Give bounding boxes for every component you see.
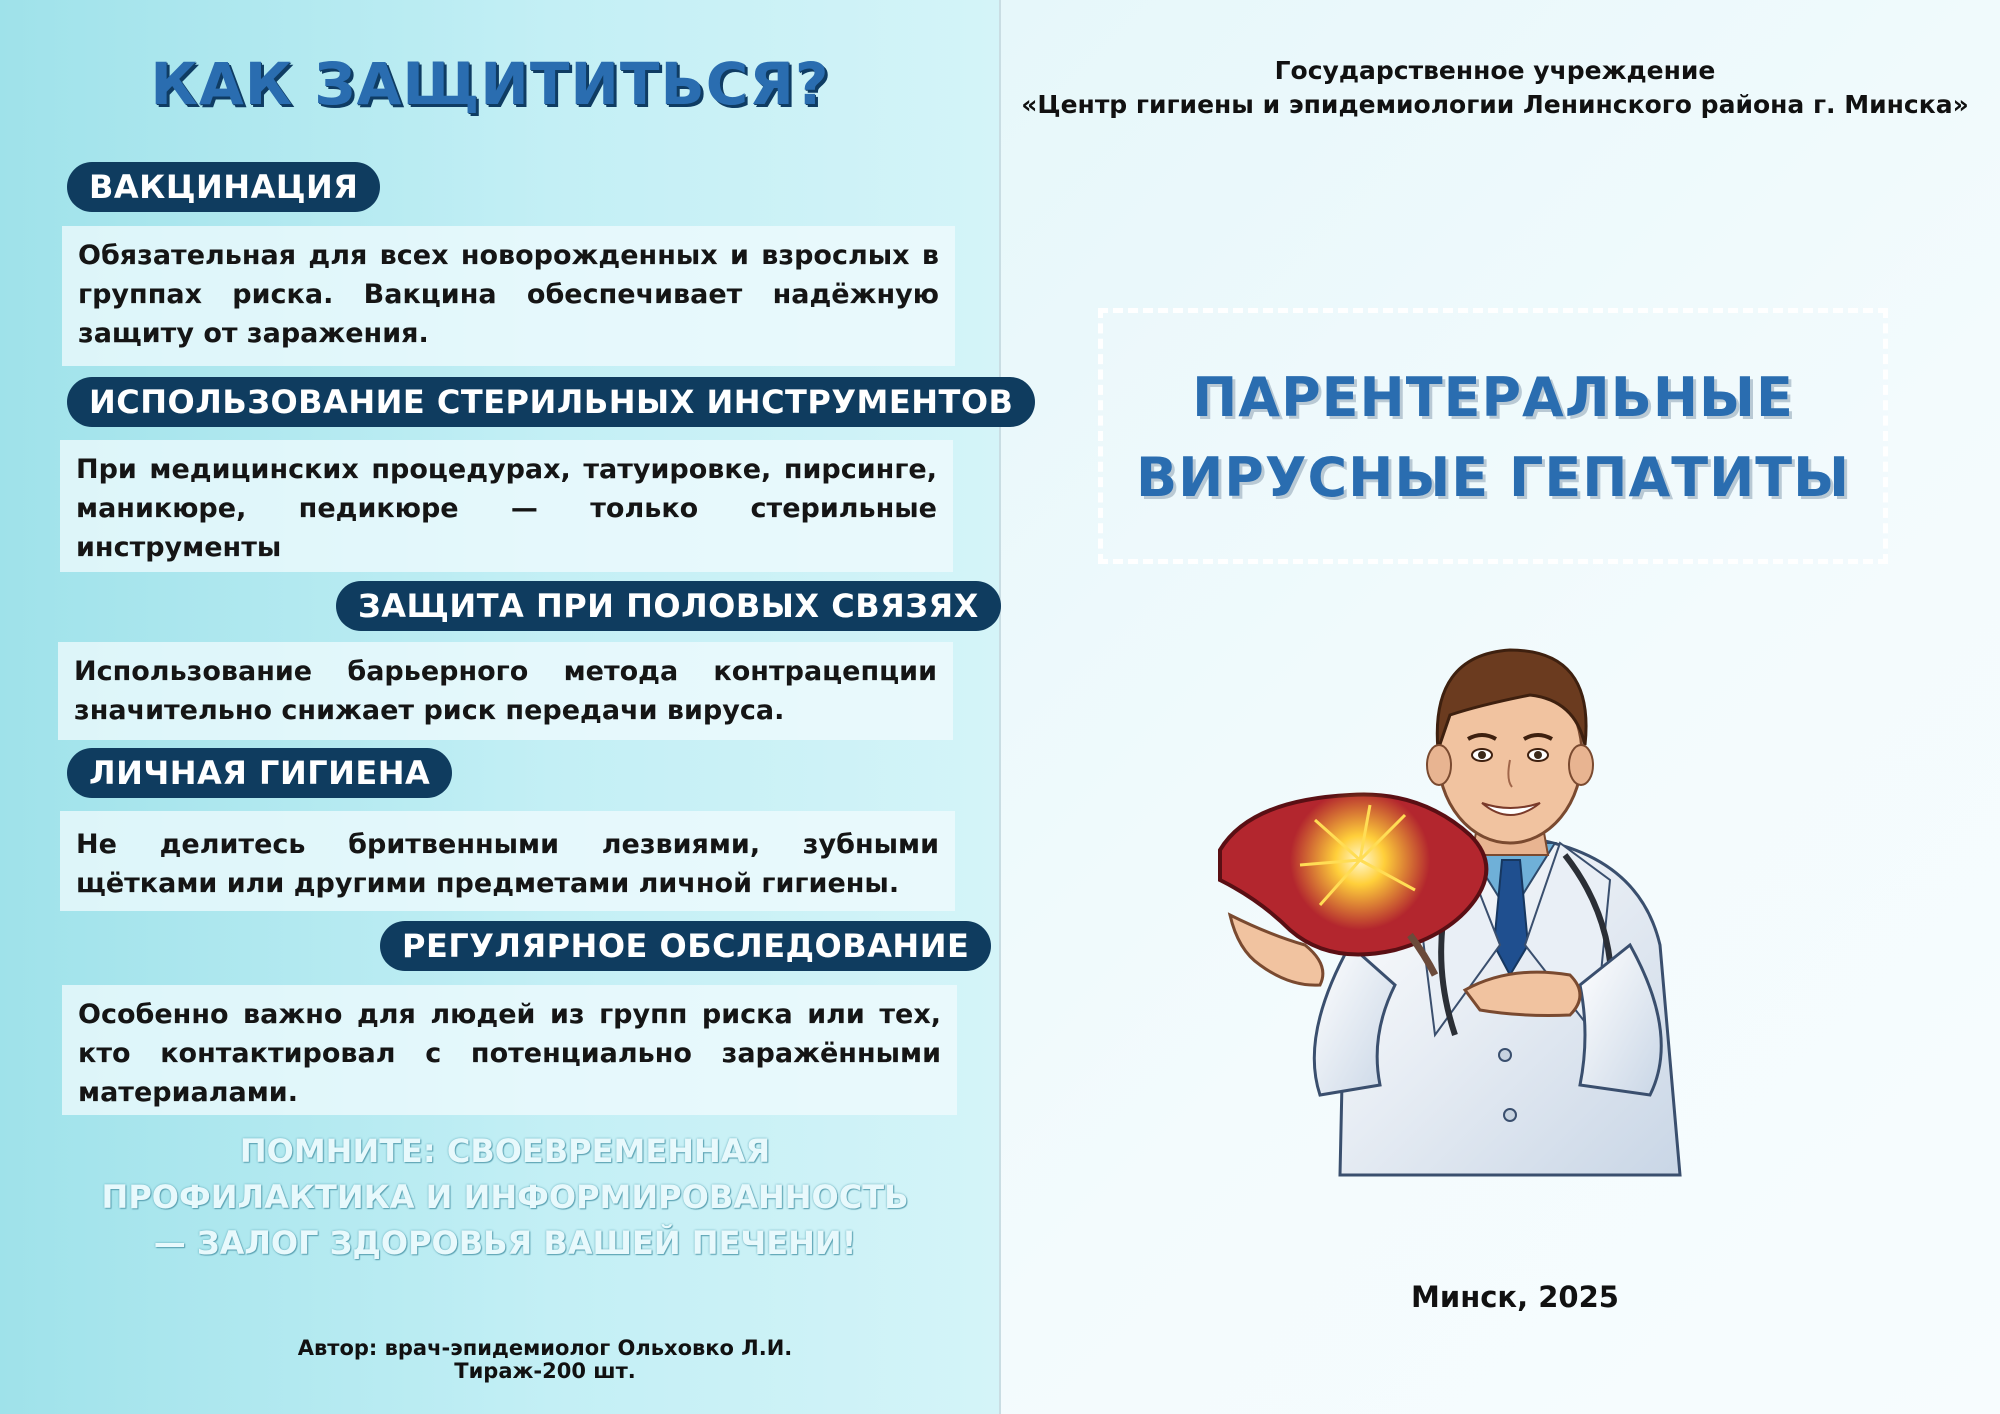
reminder-text: ПОМНИТЕ: СВОЕВРЕМЕННАЯ ПРОФИЛАКТИКА И ИНФОРМИРОВАННОСТЬ — ЗАЛОГ ЗДОРОВЬЯ ВАШЕЙ ПЕЧЕНИ! xyxy=(101,1132,909,1262)
institution-name xyxy=(1000,54,1990,122)
author-info xyxy=(0,1337,1090,1383)
section-title-vaccination: ВАКЦИНАЦИЯ xyxy=(67,162,380,212)
print-run-line: Тираж-200 шт. xyxy=(454,1359,636,1383)
doctor-holding-liver-illustration xyxy=(1210,615,1730,1180)
place-and-year: Минск, 2025 xyxy=(1411,1280,1619,1314)
main-heading: КАК ЗАЩИТИТЬСЯ? xyxy=(150,50,830,118)
section-text-sterile-tools: При медицинских процедурах, татуировке, пирсинге, маникюре, педикюре — только стерильные инструменты xyxy=(60,440,953,572)
fold-line xyxy=(999,0,1001,1414)
section-text-vaccination: Обязательная для всех новорожденных и взрослых в группах риска. Вакцина обеспечивает надёжную защиту от заражения. xyxy=(62,226,955,366)
section-text-regular-screening: Особенно важно для людей из групп риска или тех, кто контактировал с потенциально заражёнными материалами. xyxy=(62,985,957,1115)
title-line-2: ВИРУСНЫЕ ГЕПАТИТЫ xyxy=(1135,446,1851,509)
document-title xyxy=(1098,358,1888,518)
section-text-sexual-protection: Использование барьерного метода контрацепции значительно снижает риск передачи вируса. xyxy=(58,642,953,740)
section-text-personal-hygiene: Не делитесь бритвенными лезвиями, зубными щётками или другими предметами личной гигиены. xyxy=(60,811,955,911)
institution-line-1: Государственное учреждение xyxy=(1274,56,1716,85)
institution-line-2: «Центр гигиены и эпидемиологии Ленинского района г. Минска» xyxy=(1021,90,1969,119)
title-line-1: ПАРЕНТЕРАЛЬНЫЕ xyxy=(1192,366,1794,429)
author-line: Автор: врач-эпидемиолог Ольховко Л.И. xyxy=(297,1336,793,1360)
section-title-regular-screening: РЕГУЛЯРНОЕ ОБСЛЕДОВАНИЕ xyxy=(380,921,991,971)
section-title-sterile-tools: ИСПОЛЬЗОВАНИЕ СТЕРИЛЬНЫХ ИНСТРУМЕНТОВ xyxy=(67,377,1035,427)
section-title-sexual-protection: ЗАЩИТА ПРИ ПОЛОВЫХ СВЯЗЯХ xyxy=(336,581,1001,631)
section-title-personal-hygiene: ЛИЧНАЯ ГИГИЕНА xyxy=(67,748,452,798)
